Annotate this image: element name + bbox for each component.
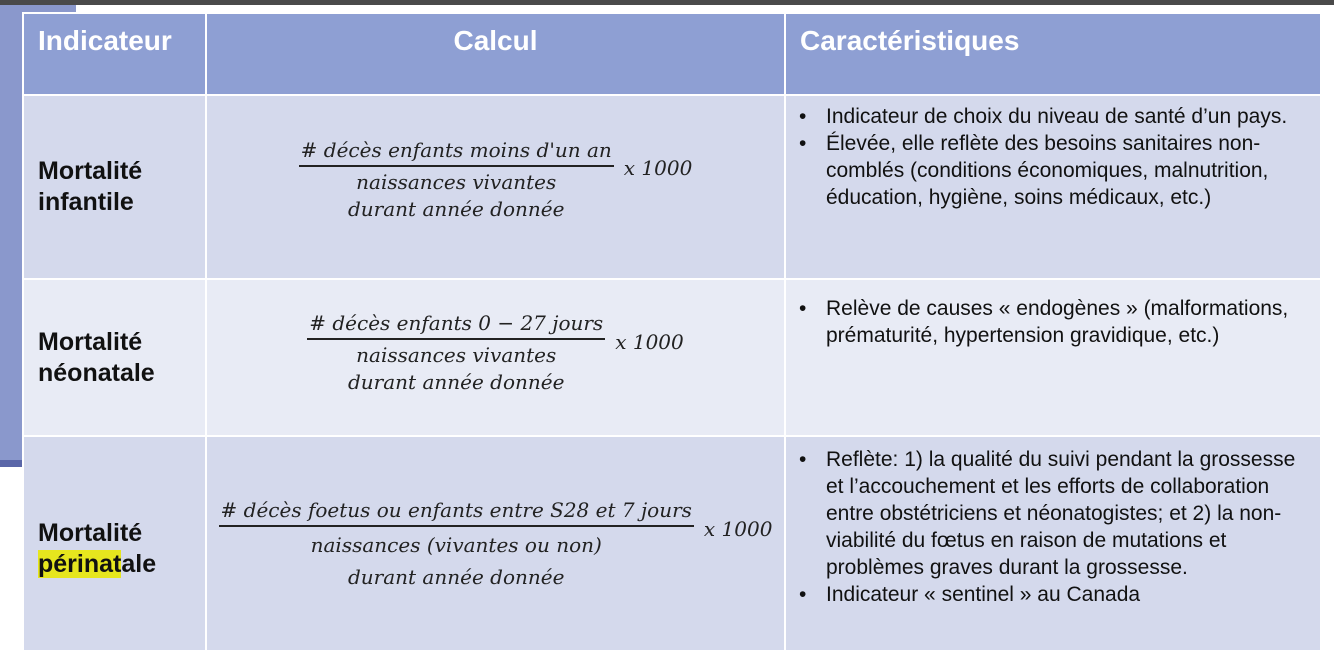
characteristics-list (786, 295, 1320, 349)
formula-multiplier: x 1000 (615, 329, 684, 354)
table-row-infant (23, 95, 1321, 279)
left-accent-bar (0, 5, 24, 467)
indicator-cell (23, 95, 206, 279)
table-row-neonatal (23, 279, 1321, 436)
indicator-name-line2: infantile (38, 188, 134, 216)
formula-numerator: # décès foetus ou enfants entre S28 et 7 jours (219, 498, 694, 527)
indicator-name (24, 327, 205, 389)
indicator-name (24, 156, 205, 218)
indicator-name (24, 508, 205, 580)
characteristics-list (786, 446, 1320, 608)
indicator-name-line2: néonatale (38, 358, 155, 387)
top-border-bar (0, 0, 1334, 5)
indicator-name-line1: Mortalité (38, 157, 143, 185)
formula-numerator: # décès enfants moins d'un an (299, 138, 614, 167)
denominator-line2: durant année donnée (347, 565, 565, 589)
characteristics-cell (785, 95, 1321, 279)
denominator-line2: durant année donnée (348, 196, 565, 221)
characteristics-cell (785, 436, 1321, 651)
header-cell-characteristics (785, 13, 1321, 95)
indicator-name-line1: Mortalité (38, 518, 143, 547)
mortality-indicators-table (22, 12, 1322, 652)
indicator-name-line2-rest: ale (121, 549, 157, 578)
list-item: • Élevée, elle reflète des besoins sanitaires non-comblés (conditions économiques, malnutrition, éducation, hygiène, soins médicaux, etc.) (826, 130, 1310, 211)
indicator-cell (23, 279, 206, 436)
calc-cell (206, 279, 785, 436)
header-indicator: Indicateur (38, 25, 172, 56)
calc-cell (206, 436, 785, 651)
fraction (299, 138, 614, 223)
list-item: • Indicateur « sentinel » au Canada (826, 581, 1314, 608)
list-item: • Relève de causes « endogènes » (malformations, prématurité, hypertension gravidique, etc.) (826, 295, 1310, 349)
formula-multiplier: x 1000 (623, 156, 693, 180)
formula-denominator (348, 340, 564, 396)
header-characteristics: Caractéristiques (800, 25, 1020, 56)
indicator-cell (23, 436, 206, 651)
formula (207, 498, 784, 593)
left-accent-bar-dark (0, 460, 24, 467)
formula-multiplier: x 1000 (703, 516, 773, 541)
characteristics-cell (785, 279, 1321, 436)
characteristics-list (786, 103, 1320, 211)
formula (207, 138, 784, 223)
fraction (307, 311, 605, 396)
header-cell-calc (206, 13, 785, 95)
formula-denominator (311, 527, 602, 593)
header-calc: Calcul (453, 25, 538, 56)
list-item: • Reflète: 1) la qualité du suivi pendant la grossesse et l’accouchement et les efforts de collaboration entre obstétriciens et néonatogistes; et 2) la non-viabilité du fœtus en raison de mutations et problèmes graves durant la grossesse. (826, 446, 1314, 581)
formula-numerator: # décès enfants 0 − 27 jours (307, 311, 605, 340)
formula (207, 311, 784, 396)
table-row-perinatal (23, 436, 1321, 651)
denominator-line1: naissances (vivantes ou non) (310, 533, 602, 557)
fraction (219, 498, 694, 593)
header-cell-indicator (23, 13, 206, 95)
formula-denominator (348, 167, 564, 223)
highlighted-text: périnat (38, 549, 122, 578)
denominator-line2: durant année donnée (348, 370, 565, 394)
table-header-row (23, 13, 1321, 95)
indicator-name-line1: Mortalité (38, 327, 143, 356)
denominator-line1: naissances vivantes (356, 169, 557, 194)
list-item: • Indicateur de choix du niveau de santé d’un pays. (826, 103, 1310, 130)
denominator-line1: naissances vivantes (356, 343, 557, 367)
calc-cell (206, 95, 785, 279)
